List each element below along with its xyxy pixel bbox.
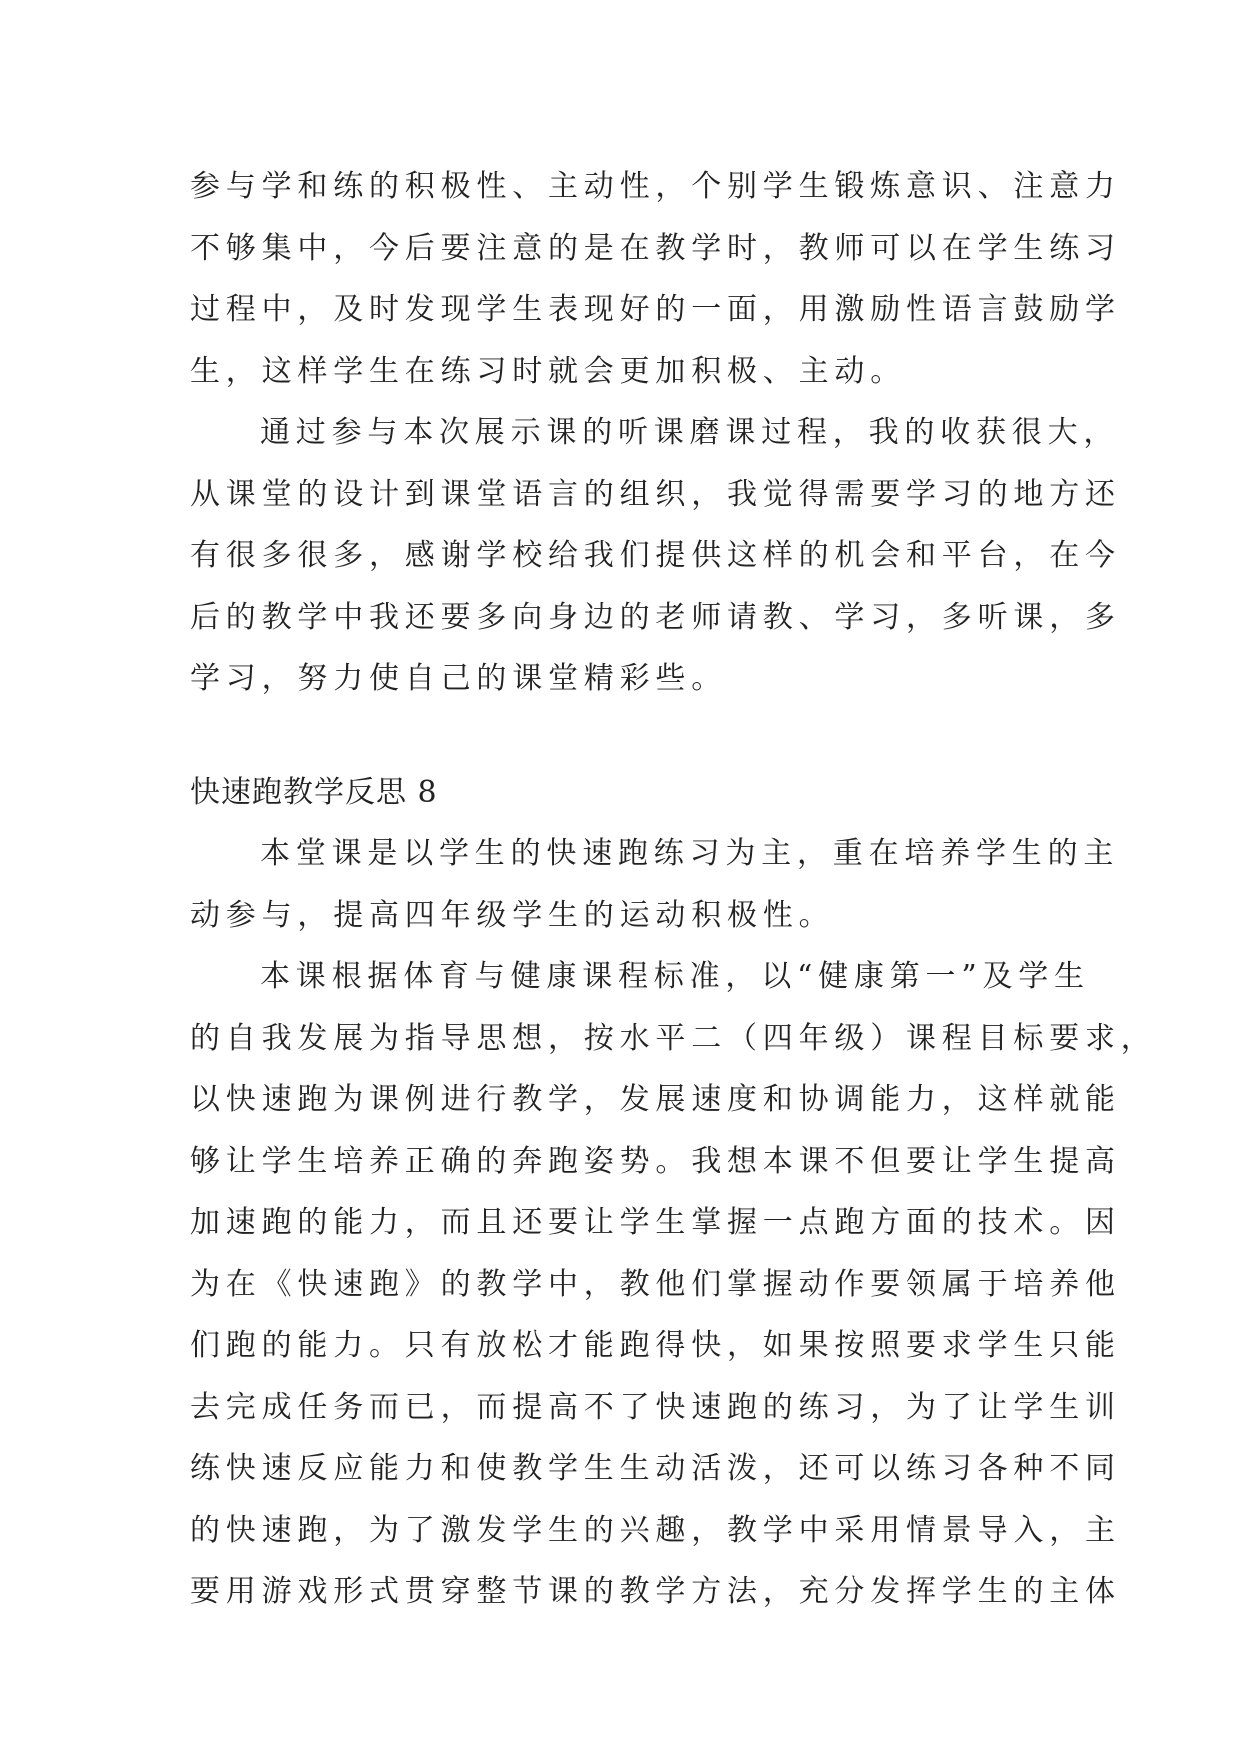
section-spacer — [190, 710, 1050, 762]
text-line: 从课堂的设计到课堂语言的组织，我觉得需要学习的地方还 — [190, 476, 1121, 512]
text-line: 们跑的能力。只有放松才能跑得快，如果按照要求学生只能 — [190, 1328, 1121, 1363]
text-line: 生，这样学生在练习时就会更加积极、主动。 — [190, 353, 906, 389]
text-line: 去完成任务而已，而提高不了快速跑的练习，为了让学生训 — [190, 1389, 1121, 1425]
text-line: 以快速跑为课例进行教学，发展速度和协调能力，这样就能 — [190, 1082, 1121, 1117]
text-line: 的自我发展为指导思想，按水平二（四年级）课程目标要求， — [190, 1020, 1157, 1056]
text-line: 不够集中，今后要注意的是在教学时，教师可以在学生练习 — [190, 230, 1121, 266]
text-line: 通过参与本次展示课的听课磨课过程，我的收获很大， — [260, 415, 1120, 450]
text-line: 本堂课是以学生的快速跑练习为主，重在培养学生的主 — [260, 836, 1120, 871]
text-line: 的快速跑，为了激发学生的兴趣，教学中采用情景导入，主 — [190, 1512, 1121, 1548]
text-line: 本课根据体育与健康课程标准，以“健康第一”及学生 — [260, 959, 1090, 994]
text-line: 学习，努力使自己的课堂精彩些。 — [190, 661, 727, 696]
text-line: 参与学和练的积极性、主动性，个别学生锻炼意识、注意力 — [190, 169, 1121, 204]
paragraph-4 — [190, 946, 1157, 1623]
text-line: 有很多很多，感谢学校给我们提供这样的机会和平台，在今 — [190, 538, 1121, 573]
paragraph-3 — [190, 823, 1120, 946]
text-line: 动参与，提高四年级学生的运动积极性。 — [190, 897, 835, 933]
text-line: 过程中，及时发现学生表现好的一面，用激励性语言鼓励学 — [190, 292, 1121, 327]
document-body — [190, 156, 1157, 1623]
paragraph-1 — [190, 156, 1121, 402]
text-line: 加速跑的能力，而且还要让学生掌握一点跑方面的技术。因 — [190, 1205, 1121, 1240]
paragraph-2 — [190, 402, 1121, 710]
text-line: 为在《快速跑》的教学中，教他们掌握动作要领属于培养他 — [190, 1266, 1121, 1302]
section-title: 快速跑教学反思 8 — [190, 774, 438, 810]
text-line: 够让学生培养正确的奔跑姿势。我想本课不但要让学生提高 — [190, 1143, 1121, 1179]
text-line: 后的教学中我还要多向身边的老师请教、学习，多听课，多 — [190, 599, 1121, 635]
text-line: 练快速反应能力和使教学生生动活泼，还可以练习各种不同 — [190, 1451, 1121, 1486]
text-line: 要用游戏形式贯穿整节课的教学方法，充分发挥学生的主体 — [190, 1574, 1121, 1609]
